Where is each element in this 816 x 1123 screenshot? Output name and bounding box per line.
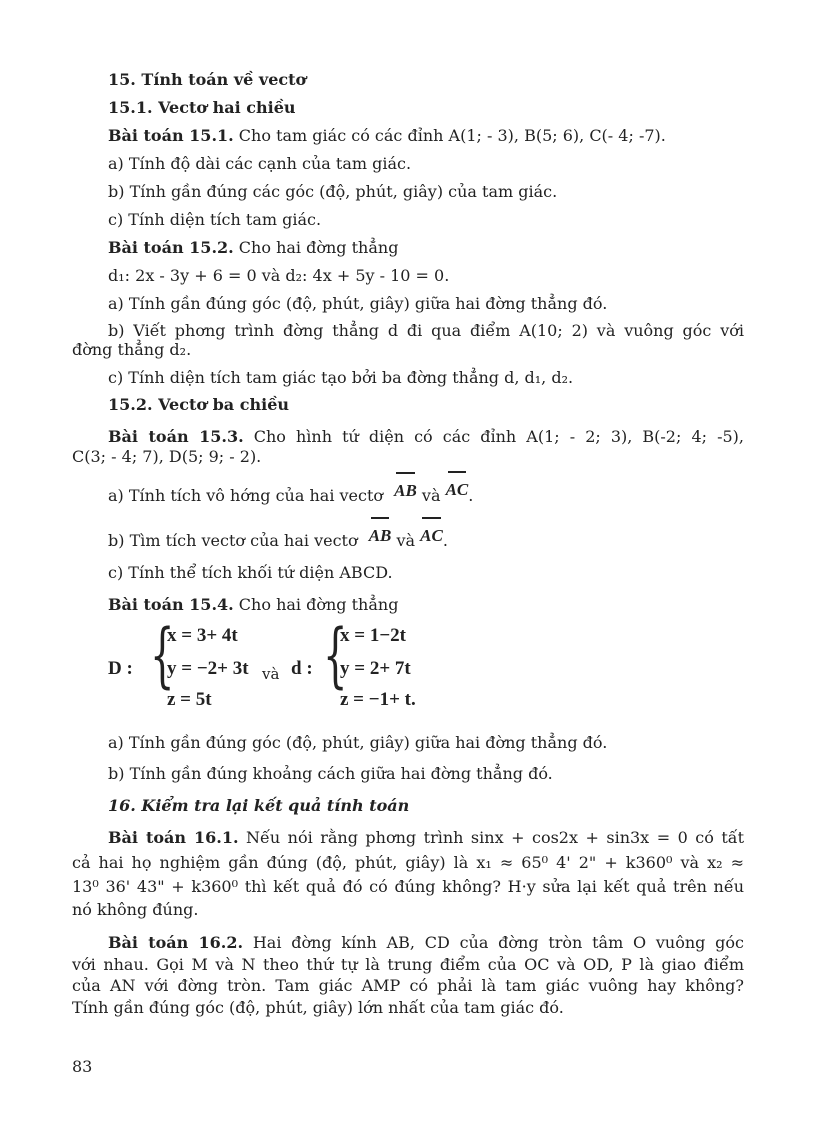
problem-15-1 [108, 126, 666, 146]
subsection-heading-15-2: 15.2. Vectơ ba chiều [108, 395, 289, 414]
problem-text: Cho tam giác có các đỉnh A(1; - 3), B(5; 6), C(- 4; -7). [233, 126, 666, 145]
conjunction: và [391, 531, 421, 550]
problem-text: Nếu nói rằng phơng trình sinx + cos2x + sin3x = 0 có tất [238, 828, 745, 847]
section-heading-16: 16. Kiểm tra lại kết quả tính toán [108, 796, 410, 815]
problem-16-2-line1 [108, 933, 744, 953]
vector-ac: AC [420, 526, 443, 545]
subsection-heading-15-1: 15.1. Vectơ hai chiều [108, 98, 296, 117]
problem-15-4 [108, 595, 398, 615]
vector-ab: AB [368, 526, 392, 545]
problem-15-1-part-a: a) Tính độ dài các cạnh của tam giác. [108, 154, 412, 173]
problem-label: Bài toán 16.2. [108, 933, 244, 952]
line-D-name: D : [108, 658, 133, 679]
problem-16-2-line2: với nhau. Gọi M và N theo thứ tự là trung điểm của OC và OD, P là giao điểm [72, 955, 744, 974]
section-heading-15: 15. Tính toán về vectơ [108, 70, 307, 89]
conjunction: và [416, 486, 446, 505]
equation-d-y: y = 2+ 7t [340, 658, 411, 679]
problem-15-3-part-a: a) Tính tích vô hớng của hai vectơ AB và AC. [108, 480, 474, 505]
equation-D-y: y = −2+ 3t [167, 658, 249, 679]
problem-text: Hai đờng kính AB, CD của đờng tròn tâm O vuông góc [243, 933, 745, 952]
problem-16-1-line3: 13⁰ 36' 43" + k360⁰ thì kết quả đó có đúng không? H·y sửa lại kết quả trên nếu [72, 877, 744, 896]
problem-15-2-part-a: a) Tính gần đúng góc (độ, phút, giây) giữa hai đờng thẳng đó. [108, 294, 608, 313]
problem-text: Cho hai đờng thẳng [233, 595, 399, 614]
problem-15-1-part-c: c) Tính diện tích tam giác. [108, 210, 322, 229]
problem-16-1-line4: nó không đúng. [72, 900, 199, 919]
problem-15-3-line1 [108, 427, 744, 447]
problem-15-1-part-b: b) Tính gần đúng các góc (độ, phút, giây) của tam giác. [108, 182, 558, 201]
line-d-name: d : [291, 658, 313, 679]
problem-15-4-part-b: b) Tính gần đúng khoảng cách giữa hai đờng thẳng đó. [108, 764, 553, 783]
left-brace-icon: { [323, 614, 348, 696]
vector-ab: AB [394, 481, 417, 500]
part-text: b) Tìm tích vectơ của hai vectơ [108, 531, 358, 550]
problem-text: Cho hai đờng thẳng [233, 238, 399, 257]
left-brace-icon: { [150, 614, 175, 696]
equation-d-z: z = −1+ t. [340, 689, 416, 710]
problem-15-2 [108, 238, 398, 258]
equation-D-z: z = 5t [167, 689, 212, 710]
problem-16-1-line2: cả hai họ nghiệm gần đúng (độ, phút, giây) là x₁ ≈ 65⁰ 4' 2" + k360⁰ và x₂ ≈ [72, 853, 744, 872]
problem-15-2-part-b-line1: b) Viết phơng trình đờng thẳng d đi qua điểm A(10; 2) và vuông góc với [108, 321, 744, 340]
problem-15-3-line2: C(3; - 4; 7), D(5; 9; - 2). [72, 447, 262, 466]
problem-15-2-part-c: c) Tính diện tích tam giác tạo bởi ba đờng thẳng d, d₁, d₂. [108, 368, 574, 387]
problem-15-4-part-a: a) Tính gần đúng góc (độ, phút, giây) giữa hai đờng thẳng đó. [108, 733, 608, 752]
system-conjunction: và [262, 665, 280, 683]
problem-15-2-equations: d₁: 2x - 3y + 6 = 0 và d₂: 4x + 5y - 10 = 0. [108, 266, 450, 285]
problem-15-3-part-c: c) Tính thể tích khối tứ diện ABCD. [108, 563, 393, 582]
problem-label: Bài toán 16.1. [108, 828, 239, 847]
problem-label: Bài toán 15.4. [108, 595, 234, 614]
problem-16-1-line1 [108, 828, 744, 848]
problem-15-2-part-b-line2: đờng thẳng d₂. [72, 340, 192, 359]
problem-16-2-line4: Tính gần đúng góc (độ, phút, giây) lớn nhất của tam giác đó. [72, 998, 564, 1017]
part-text: a) Tính tích vô hớng của hai vectơ [108, 486, 384, 505]
problem-label: Bài toán 15.3. [108, 427, 244, 446]
problem-text: Cho hình tứ diện có các đỉnh A(1; - 2; 3), B(-2; 4; -5), [243, 427, 744, 446]
equation-d-x: x = 1−2t [340, 625, 406, 646]
problem-16-2-line3: của AN với đờng tròn. Tam giác AMP có phải là tam giác vuông hay không? [72, 976, 744, 995]
problem-label: Bài toán 15.1. [108, 126, 234, 145]
problem-15-3-part-b: b) Tìm tích vectơ của hai vectơ AB và AC. [108, 526, 448, 550]
page-number: 83 [72, 1057, 93, 1076]
vector-ac: AC [445, 480, 469, 499]
equation-D-x: x = 3+ 4t [167, 625, 238, 646]
problem-label: Bài toán 15.2. [108, 238, 234, 257]
